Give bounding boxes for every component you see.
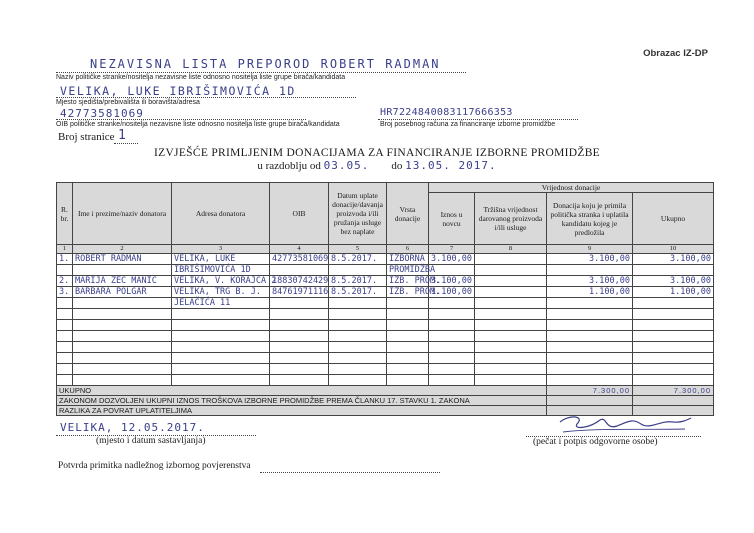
column-number: 8 bbox=[475, 245, 547, 254]
cell-address bbox=[172, 353, 270, 364]
cell-name bbox=[73, 364, 172, 375]
cell-market bbox=[475, 375, 547, 386]
cell-total bbox=[633, 342, 714, 353]
cell-returned: 1.100,00 bbox=[547, 287, 633, 298]
report-period bbox=[0, 159, 754, 172]
cell-total bbox=[633, 320, 714, 331]
cell-total bbox=[633, 364, 714, 375]
cell-total bbox=[633, 265, 714, 276]
table-row bbox=[57, 375, 714, 386]
cell-address: VELIKA, TRG B. J. bbox=[172, 287, 270, 298]
cell-rb bbox=[57, 353, 73, 364]
cell-total: 3.100,00 bbox=[633, 254, 714, 265]
cell-date bbox=[329, 342, 387, 353]
header-market: Tržišna vrijednost darovanog proizvoda i/ili usluge bbox=[475, 193, 547, 245]
table-row bbox=[57, 276, 714, 287]
cell-returned bbox=[547, 298, 633, 309]
cell-name: MARIJA ZEC MANIC bbox=[73, 276, 172, 287]
cell-total bbox=[633, 375, 714, 386]
cell-market bbox=[475, 364, 547, 375]
cell-name bbox=[73, 375, 172, 386]
cell-type: IZB. PROM. bbox=[387, 287, 429, 298]
cell-cash bbox=[429, 320, 475, 331]
cell-type: IZBORNA bbox=[387, 254, 429, 265]
cell-name: ROBERT RADMAN bbox=[73, 254, 172, 265]
cell-cash bbox=[429, 298, 475, 309]
header-value-group: Vrijednost donacije bbox=[429, 183, 714, 193]
table-row bbox=[57, 309, 714, 320]
column-number: 4 bbox=[270, 245, 329, 254]
signature-scribble bbox=[555, 410, 695, 438]
list-name-label: Naziv političke stranke/nositelja nezavisne liste odnosno nositelja liste grupe birača/kandidata bbox=[56, 74, 346, 81]
cell-name: BARBARA POLGAR bbox=[73, 287, 172, 298]
form-code: Obrazac IZ-DP bbox=[643, 48, 708, 59]
column-number-row bbox=[57, 245, 714, 254]
cell-address: IBRIŠIMOVIĆA 1D bbox=[172, 265, 270, 276]
cell-rb bbox=[57, 298, 73, 309]
cell-market bbox=[475, 287, 547, 298]
cell-address bbox=[172, 364, 270, 375]
period-from: 03.05. bbox=[323, 159, 370, 172]
column-number: 3 bbox=[172, 245, 270, 254]
page-number-label: Broj stranice bbox=[58, 131, 115, 143]
cell-market bbox=[475, 265, 547, 276]
cell-name bbox=[73, 265, 172, 276]
cell-cash bbox=[429, 309, 475, 320]
address-line bbox=[56, 97, 356, 98]
cell-name bbox=[73, 309, 172, 320]
cell-cash: 1.100,00 bbox=[429, 287, 475, 298]
cell-total: 3.100,00 bbox=[633, 276, 714, 287]
cell-cash bbox=[429, 331, 475, 342]
cell-type bbox=[387, 353, 429, 364]
period-to: 13.05. 2017. bbox=[405, 159, 497, 172]
table-row bbox=[57, 342, 714, 353]
table-row bbox=[57, 320, 714, 331]
address-value: VELIKA, LUKE IBRIŠIMOVIĆA 1D bbox=[60, 84, 296, 98]
column-number: 7 bbox=[429, 245, 475, 254]
cell-rb bbox=[57, 265, 73, 276]
table-row bbox=[57, 265, 714, 276]
oib-value: 42773581069 bbox=[60, 107, 144, 120]
cell-market bbox=[475, 331, 547, 342]
cell-oib bbox=[270, 309, 329, 320]
cell-date bbox=[329, 309, 387, 320]
account-label: Broj posebnog računa za financiranje izborne promidžbe bbox=[380, 121, 556, 128]
address-label: Mjesto sjedišta/prebivališta ili boravišta/adresa bbox=[56, 99, 200, 106]
cell-address bbox=[172, 375, 270, 386]
oib-line bbox=[56, 119, 306, 120]
cell-rb bbox=[57, 364, 73, 375]
receipt-line bbox=[260, 472, 440, 473]
cell-cash bbox=[429, 265, 475, 276]
cell-type bbox=[387, 320, 429, 331]
donations-table bbox=[56, 182, 714, 416]
cell-name bbox=[73, 298, 172, 309]
cell-rb bbox=[57, 309, 73, 320]
cell-total bbox=[633, 331, 714, 342]
cell-cash bbox=[429, 375, 475, 386]
cell-address: JELAČIĆA 11 bbox=[172, 298, 270, 309]
header-returned: Donacija koju je primila politička stranka i uplatila kandidatu kojeg je predložila bbox=[547, 193, 633, 245]
account-line bbox=[378, 119, 578, 120]
cell-oib bbox=[270, 342, 329, 353]
cell-type bbox=[387, 331, 429, 342]
cell-address: VELIKA, LUKE bbox=[172, 254, 270, 265]
cell-name bbox=[73, 342, 172, 353]
cell-returned bbox=[547, 320, 633, 331]
cell-returned bbox=[547, 331, 633, 342]
limit-value-total bbox=[633, 396, 714, 406]
table-row bbox=[57, 287, 714, 298]
cell-rb bbox=[57, 375, 73, 386]
cell-address: VELIKA, V. KORAJCA 2 bbox=[172, 276, 270, 287]
cell-type bbox=[387, 342, 429, 353]
cell-date bbox=[329, 331, 387, 342]
column-number: 10 bbox=[633, 245, 714, 254]
header-rb: R. br. bbox=[57, 183, 73, 245]
cell-oib bbox=[270, 265, 329, 276]
header-date: Datum uplate donacije/davanja proizvoda i/ili pružanja usluge bez naplate bbox=[329, 183, 387, 245]
ukupno-returned: 7.300,00 bbox=[547, 386, 633, 396]
header-type: Vrsta donacije bbox=[387, 183, 429, 245]
cell-date: 8.5.2017. bbox=[329, 254, 387, 265]
cell-date: 8.5.2017. bbox=[329, 276, 387, 287]
limit-value bbox=[547, 396, 633, 406]
cell-type: IZB. PROM. bbox=[387, 276, 429, 287]
cell-returned bbox=[547, 265, 633, 276]
cell-cash bbox=[429, 353, 475, 364]
place-date-label: (mjesto i datum sastavljanja) bbox=[96, 436, 206, 446]
cell-cash: 3.100,00 bbox=[429, 254, 475, 265]
cell-name bbox=[73, 320, 172, 331]
cell-date bbox=[329, 298, 387, 309]
cell-market bbox=[475, 298, 547, 309]
cell-rb: 2. bbox=[57, 276, 73, 287]
cell-oib bbox=[270, 331, 329, 342]
cell-name bbox=[73, 353, 172, 364]
period-to-label: do bbox=[391, 160, 403, 172]
cell-address bbox=[172, 320, 270, 331]
refund-text: RAZLIKA ZA POVRAT UPLATITELJIMA bbox=[57, 406, 547, 416]
period-prefix: u razdoblju od bbox=[257, 160, 321, 172]
cell-oib bbox=[270, 375, 329, 386]
signature-label: (pečat i potpis odgovorne osobe) bbox=[533, 437, 658, 447]
table-row bbox=[57, 353, 714, 364]
header-address: Adresa donatora bbox=[172, 183, 270, 245]
header-name: Ime i prezime/naziv donatora bbox=[73, 183, 172, 245]
cell-returned bbox=[547, 353, 633, 364]
cell-market bbox=[475, 276, 547, 287]
cell-market bbox=[475, 309, 547, 320]
column-number: 2 bbox=[73, 245, 172, 254]
page-number-line bbox=[114, 143, 138, 144]
cell-market bbox=[475, 342, 547, 353]
cell-type bbox=[387, 375, 429, 386]
cell-returned bbox=[547, 375, 633, 386]
column-number: 1 bbox=[57, 245, 73, 254]
ukupno-total: 7.300,00 bbox=[633, 386, 714, 396]
cell-type bbox=[387, 309, 429, 320]
cell-rb bbox=[57, 331, 73, 342]
cell-oib: 42773581069 bbox=[270, 254, 329, 265]
header-total: Ukupno bbox=[633, 193, 714, 245]
cell-market bbox=[475, 254, 547, 265]
table-row bbox=[57, 298, 714, 309]
table-row bbox=[57, 254, 714, 265]
cell-returned: 3.100,00 bbox=[547, 254, 633, 265]
cell-total bbox=[633, 298, 714, 309]
column-number: 5 bbox=[329, 245, 387, 254]
column-number: 9 bbox=[547, 245, 633, 254]
cell-address bbox=[172, 331, 270, 342]
cell-oib: 84761971116 bbox=[270, 287, 329, 298]
cell-oib: 18830742429 bbox=[270, 276, 329, 287]
cell-cash bbox=[429, 364, 475, 375]
cell-oib bbox=[270, 364, 329, 375]
list-name-line bbox=[56, 72, 466, 73]
cell-returned bbox=[547, 309, 633, 320]
place-date-value: VELIKA, 12.05.2017. bbox=[60, 421, 205, 434]
cell-total bbox=[633, 309, 714, 320]
page-number-value: 1 bbox=[118, 128, 127, 143]
receipt-label: Potvrda primitka nadležnog izbornog povjerenstva bbox=[58, 461, 251, 471]
oib-label: OIB političke stranke/nositelja nezavisne liste odnosno nositelja liste grupe birača/kandidata bbox=[56, 121, 340, 128]
cell-returned: 3.100,00 bbox=[547, 276, 633, 287]
limit-text: ZAKONOM DOZVOLJEN UKUPNI IZNOS TROŠKOVA IZBORNE PROMIDŽBE PREMA ČLANKU 17. STAVKU 1. ZAKONA bbox=[57, 396, 547, 406]
cell-oib bbox=[270, 320, 329, 331]
cell-date: 8.5.2017. bbox=[329, 287, 387, 298]
cell-oib bbox=[270, 353, 329, 364]
report-title: IZVJEŠĆE PRIMLJENIM DONACIJAMA ZA FINANCIRANJE IZBORNE PROMIDŽBE bbox=[154, 147, 600, 159]
cell-date bbox=[329, 353, 387, 364]
cell-total: 1.100,00 bbox=[633, 287, 714, 298]
header-cash: Iznos u novcu bbox=[429, 193, 475, 245]
cell-cash bbox=[429, 342, 475, 353]
cell-returned bbox=[547, 364, 633, 375]
cell-type bbox=[387, 298, 429, 309]
header-oib: OIB bbox=[270, 183, 329, 245]
cell-type bbox=[387, 364, 429, 375]
cell-address bbox=[172, 309, 270, 320]
cell-market bbox=[475, 320, 547, 331]
cell-name bbox=[73, 331, 172, 342]
column-number: 6 bbox=[387, 245, 429, 254]
list-name-value: NEZAVISNA LISTA PREPOROD ROBERT RADMAN bbox=[90, 57, 441, 71]
cell-rb bbox=[57, 342, 73, 353]
cell-rb bbox=[57, 320, 73, 331]
cell-rb: 3. bbox=[57, 287, 73, 298]
cell-date bbox=[329, 265, 387, 276]
ukupno-label: UKUPNO bbox=[57, 386, 547, 396]
cell-type: PROMIDŽBA bbox=[387, 265, 429, 276]
cell-market bbox=[475, 353, 547, 364]
cell-date bbox=[329, 375, 387, 386]
cell-total bbox=[633, 353, 714, 364]
cell-address bbox=[172, 342, 270, 353]
table-row bbox=[57, 331, 714, 342]
cell-cash: 3.100,00 bbox=[429, 276, 475, 287]
cell-rb: 1. bbox=[57, 254, 73, 265]
cell-returned bbox=[547, 342, 633, 353]
cell-date bbox=[329, 364, 387, 375]
data-rows bbox=[57, 254, 714, 386]
table-row bbox=[57, 364, 714, 375]
cell-date bbox=[329, 320, 387, 331]
cell-oib bbox=[270, 298, 329, 309]
account-value: HR7224840083117666353 bbox=[380, 107, 513, 118]
